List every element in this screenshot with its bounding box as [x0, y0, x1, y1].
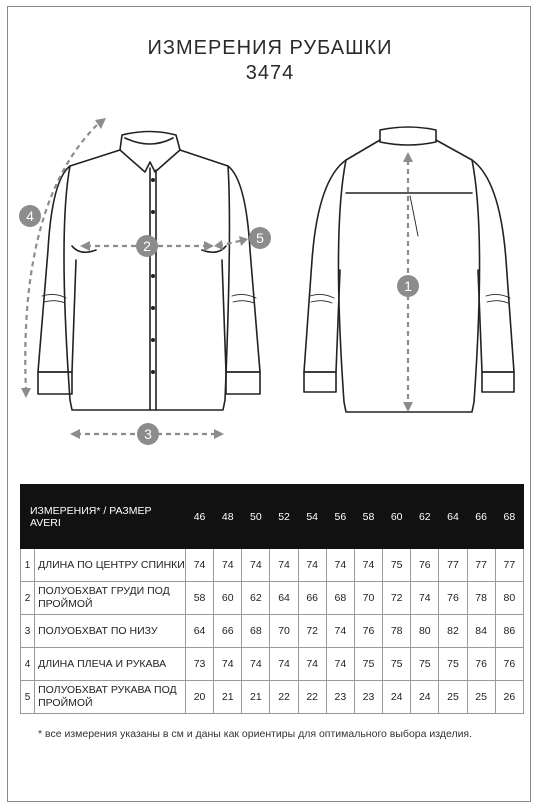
shirt-front-drawing	[38, 132, 260, 411]
table-cell: 74	[214, 648, 242, 681]
table-cell: 64	[185, 615, 213, 648]
marker-5: 5	[256, 230, 264, 246]
table-cell: 82	[439, 615, 467, 648]
table-cell: 75	[383, 549, 411, 582]
table-cell: 75	[411, 648, 439, 681]
table-cell: 74	[326, 648, 354, 681]
table-cell: 22	[270, 681, 298, 714]
table-cell: 76	[354, 615, 382, 648]
table-cell: 76	[439, 582, 467, 615]
table-cell: 64	[270, 582, 298, 615]
table-cell: 62	[242, 582, 270, 615]
row-number: 5	[21, 681, 35, 714]
table-cell: 23	[354, 681, 382, 714]
marker-1: 1	[404, 278, 412, 294]
buttons	[151, 178, 155, 374]
size-header: 56	[326, 485, 354, 549]
table-cell: 75	[354, 648, 382, 681]
table-row	[21, 648, 524, 681]
table-cell: 74	[411, 582, 439, 615]
table-header-row	[21, 485, 524, 549]
table-cell: 76	[467, 648, 495, 681]
table-cell: 77	[467, 549, 495, 582]
table-cell: 66	[298, 582, 326, 615]
row-number: 1	[21, 549, 35, 582]
size-header: 64	[439, 485, 467, 549]
row-label: ДЛИНА ПЛЕЧА И РУКАВА	[35, 648, 186, 681]
row-label: ПОЛУОБХВАТ ПО НИЗУ	[35, 615, 186, 648]
table-cell: 75	[439, 648, 467, 681]
footnote: * все измерения указаны в см и даны как ориентиры для оптимального выбора изделия.	[38, 728, 473, 740]
table-cell: 22	[298, 681, 326, 714]
table-cell: 80	[495, 582, 523, 615]
size-table	[20, 484, 524, 714]
row-label: ПОЛУОБХВАТ ГРУДИ ПОД ПРОЙМОЙ	[35, 582, 186, 615]
marker-3: 3	[144, 426, 152, 442]
table-cell: 70	[354, 582, 382, 615]
size-header: 62	[411, 485, 439, 549]
row-label: ДЛИНА ПО ЦЕНТРУ СПИНКИ	[35, 549, 186, 582]
article-number: 3474	[245, 62, 295, 84]
table-cell: 26	[495, 681, 523, 714]
table-cell: 74	[242, 648, 270, 681]
size-header: 46	[185, 485, 213, 549]
measurement-arrowheads	[21, 118, 413, 439]
table-cell: 75	[383, 648, 411, 681]
table-cell: 86	[495, 615, 523, 648]
table-cell: 74	[298, 549, 326, 582]
row-number: 3	[21, 615, 35, 648]
table-cell: 76	[411, 549, 439, 582]
table-cell: 24	[411, 681, 439, 714]
table-cell: 25	[467, 681, 495, 714]
size-header: 48	[214, 485, 242, 549]
table-header-label: ИЗМЕРЕНИЯ* / РАЗМЕР AVERI	[21, 485, 186, 549]
table-row	[21, 582, 524, 615]
table-cell: 77	[495, 549, 523, 582]
table-cell: 74	[354, 549, 382, 582]
table-cell: 74	[270, 549, 298, 582]
row-label: ПОЛУОБХВАТ РУКАВА ПОД ПРОЙМОЙ	[35, 681, 186, 714]
table-cell: 74	[326, 615, 354, 648]
table-cell: 76	[495, 648, 523, 681]
size-header: 60	[383, 485, 411, 549]
table-cell: 72	[383, 582, 411, 615]
table-cell: 74	[326, 549, 354, 582]
table-cell: 21	[242, 681, 270, 714]
table-cell: 74	[214, 549, 242, 582]
table-cell: 24	[383, 681, 411, 714]
table-cell: 66	[214, 615, 242, 648]
table-cell: 68	[242, 615, 270, 648]
table-row	[21, 615, 524, 648]
measurement-markers	[19, 205, 419, 445]
table-cell: 74	[185, 549, 213, 582]
marker-4: 4	[26, 208, 34, 224]
table-cell: 84	[467, 615, 495, 648]
table-cell: 77	[439, 549, 467, 582]
table-cell: 60	[214, 582, 242, 615]
table-cell: 78	[383, 615, 411, 648]
table-cell: 74	[298, 648, 326, 681]
table-cell: 21	[214, 681, 242, 714]
size-header: 52	[270, 485, 298, 549]
table-cell: 25	[439, 681, 467, 714]
size-header: 58	[354, 485, 382, 549]
table-cell: 74	[242, 549, 270, 582]
marker-2: 2	[143, 238, 151, 254]
measurement-lines	[25, 122, 408, 434]
table-cell: 72	[298, 615, 326, 648]
size-header: 66	[467, 485, 495, 549]
size-header: 68	[495, 485, 523, 549]
table-cell: 23	[326, 681, 354, 714]
table-cell: 80	[411, 615, 439, 648]
table-cell: 74	[270, 648, 298, 681]
table-cell: 20	[185, 681, 213, 714]
size-header: 50	[242, 485, 270, 549]
table-row	[21, 681, 524, 714]
table-cell: 73	[185, 648, 213, 681]
table-cell: 68	[326, 582, 354, 615]
row-number: 4	[21, 648, 35, 681]
size-header: 54	[298, 485, 326, 549]
page-title: ИЗМЕРЕНИЯ РУБАШКИ	[147, 37, 393, 59]
table-cell: 78	[467, 582, 495, 615]
table-cell: 70	[270, 615, 298, 648]
table-cell: 58	[185, 582, 213, 615]
row-number: 2	[21, 582, 35, 615]
table-row	[21, 549, 524, 582]
